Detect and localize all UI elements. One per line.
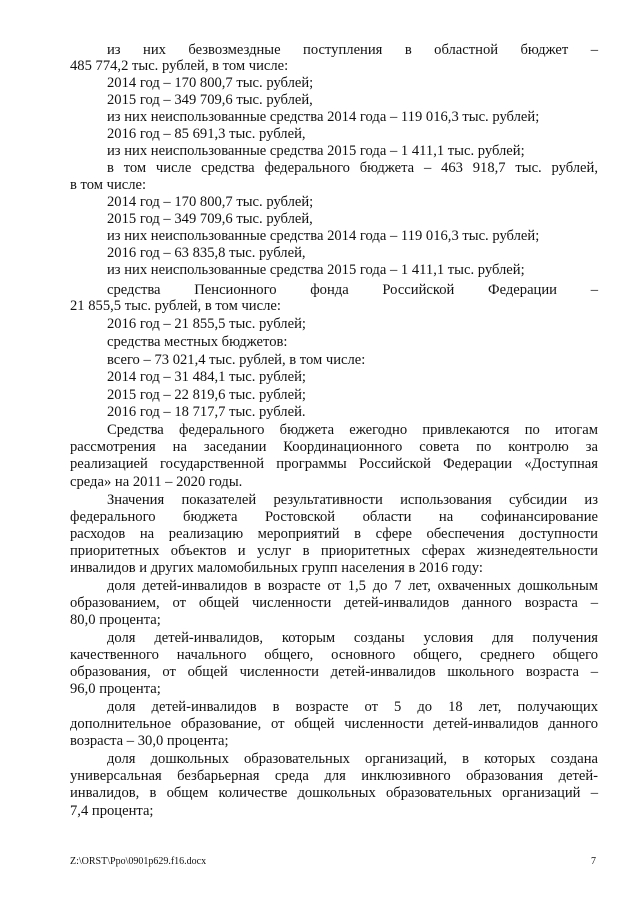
- text-line: средства Пенсионного фонда Российской Федерации –: [107, 282, 598, 298]
- text-line: 7,4 процента;: [70, 803, 154, 819]
- text-line: 2015 год – 349 709,6 тыс. рублей,: [107, 211, 313, 227]
- text-line: 21 855,5 тыс. рублей, в том числе:: [70, 298, 281, 314]
- text-line: доля детей-инвалидов в возрасте от 5 до 18 лет, получающих: [107, 699, 598, 715]
- text-line: универсальная безбарьерная среда для инклюзивного образования детей-: [70, 768, 598, 784]
- text-line: 2015 год – 22 819,6 тыс. рублей;: [107, 387, 306, 403]
- text-line: в том числе:: [70, 177, 147, 193]
- text-line: инвалидов, в общем количестве дошкольных образовательных организаций –: [70, 785, 598, 801]
- text-line: 2014 год – 31 484,1 тыс. рублей;: [107, 369, 306, 385]
- text-line: всего – 73 021,4 тыс. рублей, в том числе:: [107, 352, 366, 368]
- text-line: из них неиспользованные средства 2015 года – 1 411,1 тыс. рублей;: [107, 143, 525, 159]
- text-line: 2016 год – 21 855,5 тыс. рублей;: [107, 316, 306, 332]
- text-line: средства местных бюджетов:: [107, 334, 288, 350]
- text-line: 2016 год – 18 717,7 тыс. рублей.: [107, 404, 306, 420]
- text-line: инвалидов и других маломобильных групп населения в 2016 году:: [70, 560, 483, 576]
- text-line: из них неиспользованные средства 2014 года – 119 016,3 тыс. рублей;: [107, 228, 540, 244]
- text-line: 2016 год – 85 691,3 тыс. рублей,: [107, 126, 306, 142]
- text-line: доля дошкольных образовательных организаций, в которых создана: [107, 751, 598, 767]
- text-line: образованием, от общей численности детей-инвалидов данного возраста –: [70, 595, 598, 611]
- text-line: 485 774,2 тыс. рублей, в том числе:: [70, 58, 289, 74]
- text-line: доля детей-инвалидов, которым созданы условия для получения: [107, 630, 598, 646]
- text-line: 2014 год – 170 800,7 тыс. рублей;: [107, 75, 314, 91]
- text-line: образования, от общей численности детей-инвалидов школьного возраста –: [70, 664, 598, 680]
- text-line: Значения показателей результативности использования субсидии из: [107, 492, 598, 508]
- text-line: приоритетных объектов и услуг в приоритетных сферах жизнедеятельности: [70, 543, 598, 559]
- text-line: возраста – 30,0 процента;: [70, 733, 229, 749]
- text-line: из них неиспользованные средства 2015 года – 1 411,1 тыс. рублей;: [107, 262, 525, 278]
- footer-file-path: Z:\ORST\Ppo\0901p629.f16.docx: [70, 856, 207, 867]
- text-line: федерального бюджета Ростовской области на софинансирование: [70, 509, 598, 525]
- text-line: доля детей-инвалидов в возрасте от 1,5 до 7 лет, охваченных дошкольным: [107, 578, 598, 594]
- footer-page-number: 7: [591, 856, 596, 867]
- text-line: качественного начального общего, основного общего, среднего общего: [70, 647, 598, 663]
- text-line: дополнительное образование, от общей численности детей-инвалидов данного: [70, 716, 598, 732]
- text-line: 80,0 процента;: [70, 612, 161, 628]
- text-line: из них неиспользованные средства 2014 года – 119 016,3 тыс. рублей;: [107, 109, 540, 125]
- text-line: расходов на реализацию мероприятий в сфере обеспечения доступности: [70, 526, 598, 542]
- text-line: реализацией государственной программы Российской Федерации «Доступная: [70, 456, 598, 472]
- text-line: 2015 год – 349 709,6 тыс. рублей,: [107, 92, 313, 108]
- text-line: 2014 год – 170 800,7 тыс. рублей;: [107, 194, 314, 210]
- text-line: 2016 год – 63 835,8 тыс. рублей,: [107, 245, 306, 261]
- text-line: рассмотрения на заседании Координационного совета по контролю за: [70, 439, 598, 455]
- text-line: в том числе средства федерального бюджета – 463 918,7 тыс. рублей,: [107, 160, 598, 176]
- text-line: Средства федерального бюджета ежегодно привлекаются по итогам: [107, 422, 598, 438]
- text-line: среда» на 2011 – 2020 годы.: [70, 474, 243, 490]
- text-line: 96,0 процента;: [70, 681, 161, 697]
- text-line: из них безвозмездные поступления в областной бюджет –: [107, 42, 598, 58]
